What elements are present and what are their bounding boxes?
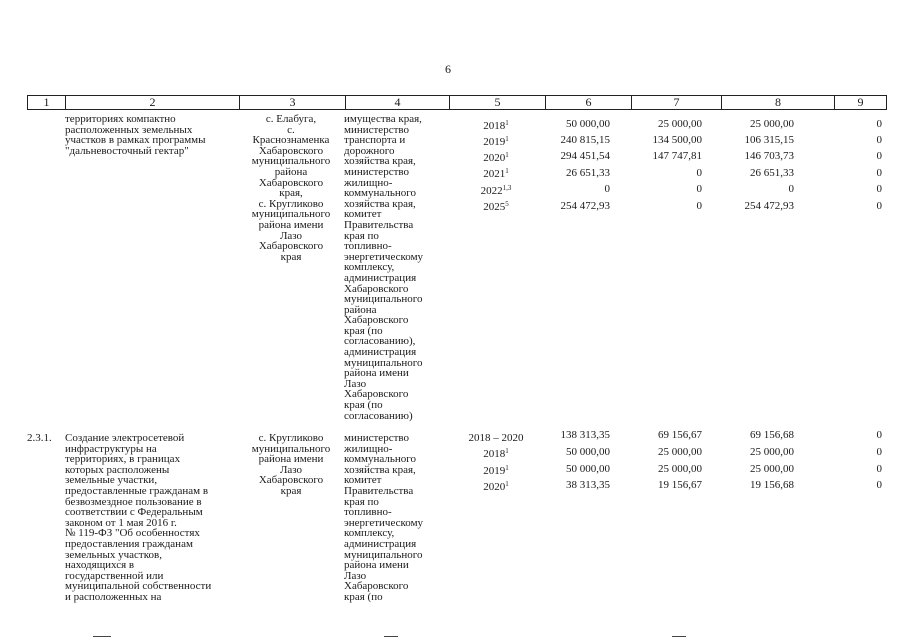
page-number: 6	[445, 62, 451, 76]
year-cell: 2018$^1$	[483, 447, 509, 460]
federal-cell: 26 651,33	[750, 167, 794, 179]
block1-executors: имущества края, министерство транспорта и дорожного хозяйства края, министерство жилищно- коммунального хозяйства края, комитет Правительства края по топливно- энергетическому комплексу, администрация Хабаровского муниципального района Хабаровского края (по согласованию), администрация муниципального района имени Лазо Хабаровского края (по согласованию)	[344, 113, 424, 422]
total-cell: 294 451,54	[560, 150, 610, 162]
scan-mark	[672, 636, 686, 637]
year-cell: 2021$^1$	[483, 167, 509, 180]
regional-cell: 25 000,00	[658, 446, 702, 458]
other-cell: 0	[876, 150, 882, 162]
federal-cell: 69 156,68	[750, 429, 794, 441]
total-cell: 50 000,00	[566, 463, 610, 475]
header-cell-5: 5	[449, 96, 545, 109]
year-cell: 2018 – 2020	[468, 432, 524, 444]
total-cell: 50 000,00	[566, 446, 610, 458]
total-cell: 240 815,15	[560, 134, 610, 146]
regional-cell: 0	[696, 167, 702, 179]
federal-cell: 0	[788, 183, 794, 195]
header-cell-2: 2	[65, 96, 239, 109]
federal-cell: 254 472,93	[744, 200, 794, 212]
total-cell: 26 651,33	[566, 167, 610, 179]
other-cell: 0	[876, 200, 882, 212]
header-cell-8: 8	[721, 96, 834, 109]
regional-cell: 134 500,00	[652, 134, 702, 146]
regional-cell: 147 747,81	[652, 150, 702, 162]
header-cell-4: 4	[345, 96, 449, 109]
other-cell: 0	[876, 446, 882, 458]
federal-cell: 146 703,73	[744, 150, 794, 162]
other-cell: 0	[876, 463, 882, 475]
year-cell: 2020$^1$	[483, 480, 509, 493]
other-cell: 0	[876, 183, 882, 195]
header-cell-9: 9	[834, 96, 886, 109]
regional-cell: 25 000,00	[658, 463, 702, 475]
other-cell: 0	[876, 118, 882, 130]
year-cell: 2020$^1$	[483, 151, 509, 164]
regional-cell: 25 000,00	[658, 118, 702, 130]
block1-location: с. Елабуга, с. Краснознаменка Хабаровского муниципального района Хабаровского края, с. Кругликово муниципального района имени Лазо Хабаровского края	[251, 113, 331, 263]
block2-description: Создание электросетевой инфраструктуры на территориях, в границах которых расположены земельные участки, предоставленные гражданам в безвозмездное пользование в соответствии с Федеральным законом от 1 мая 2016 г. № 119-ФЗ "Об особенностях предоставления гражданам земельных участков, находящихся в государственной или муниципальной собственности и расположенных на	[65, 432, 212, 603]
header-cell-7: 7	[631, 96, 721, 109]
total-cell: 138 313,35	[560, 429, 610, 441]
block2-executors: министерство жилищно- коммунального хозяйства края, комитет Правительства края по топливно- энергетическому комплексу, администрация муниципального района имени Лазо Хабаровского края (по	[344, 432, 424, 603]
total-cell: 254 472,93	[560, 200, 610, 212]
other-cell: 0	[876, 134, 882, 146]
scan-mark	[384, 636, 398, 637]
other-cell: 0	[876, 167, 882, 179]
other-cell: 0	[876, 479, 882, 491]
header-cell-3: 3	[239, 96, 345, 109]
year-cell: 2018$^1$	[483, 119, 509, 132]
total-cell: 0	[604, 183, 610, 195]
scan-mark	[93, 636, 111, 637]
block1-description: территориях компактно расположенных земельных участков в рамках программы "дальневосточный гектар"	[65, 113, 206, 157]
regional-cell: 0	[696, 183, 702, 195]
header-cell-1: 1	[43, 95, 50, 109]
total-cell: 38 313,35	[566, 479, 610, 491]
regional-cell: 69 156,67	[658, 429, 702, 441]
year-cell: 2019$^1$	[483, 464, 509, 477]
federal-cell: 19 156,68	[750, 479, 794, 491]
federal-cell: 25 000,00	[750, 446, 794, 458]
regional-cell: 0	[696, 200, 702, 212]
total-cell: 50 000,00	[566, 118, 610, 130]
year-cell: 2019$^1$	[483, 135, 509, 148]
federal-cell: 25 000,00	[750, 118, 794, 130]
other-cell: 0	[876, 429, 882, 441]
year-cell: 2022$^{1,3}$	[480, 184, 512, 197]
regional-cell: 19 156,67	[658, 479, 702, 491]
table-header-row	[27, 95, 887, 110]
year-cell: 2025$^5$	[483, 200, 509, 213]
block2-location: с. Кругликово муниципального района имени Лазо Хабаровского края	[251, 432, 331, 497]
header-cell-6: 6	[545, 96, 631, 109]
federal-cell: 25 000,00	[750, 463, 794, 475]
federal-cell: 106 315,15	[744, 134, 794, 146]
block2-code: 2.3.1.	[27, 432, 52, 444]
